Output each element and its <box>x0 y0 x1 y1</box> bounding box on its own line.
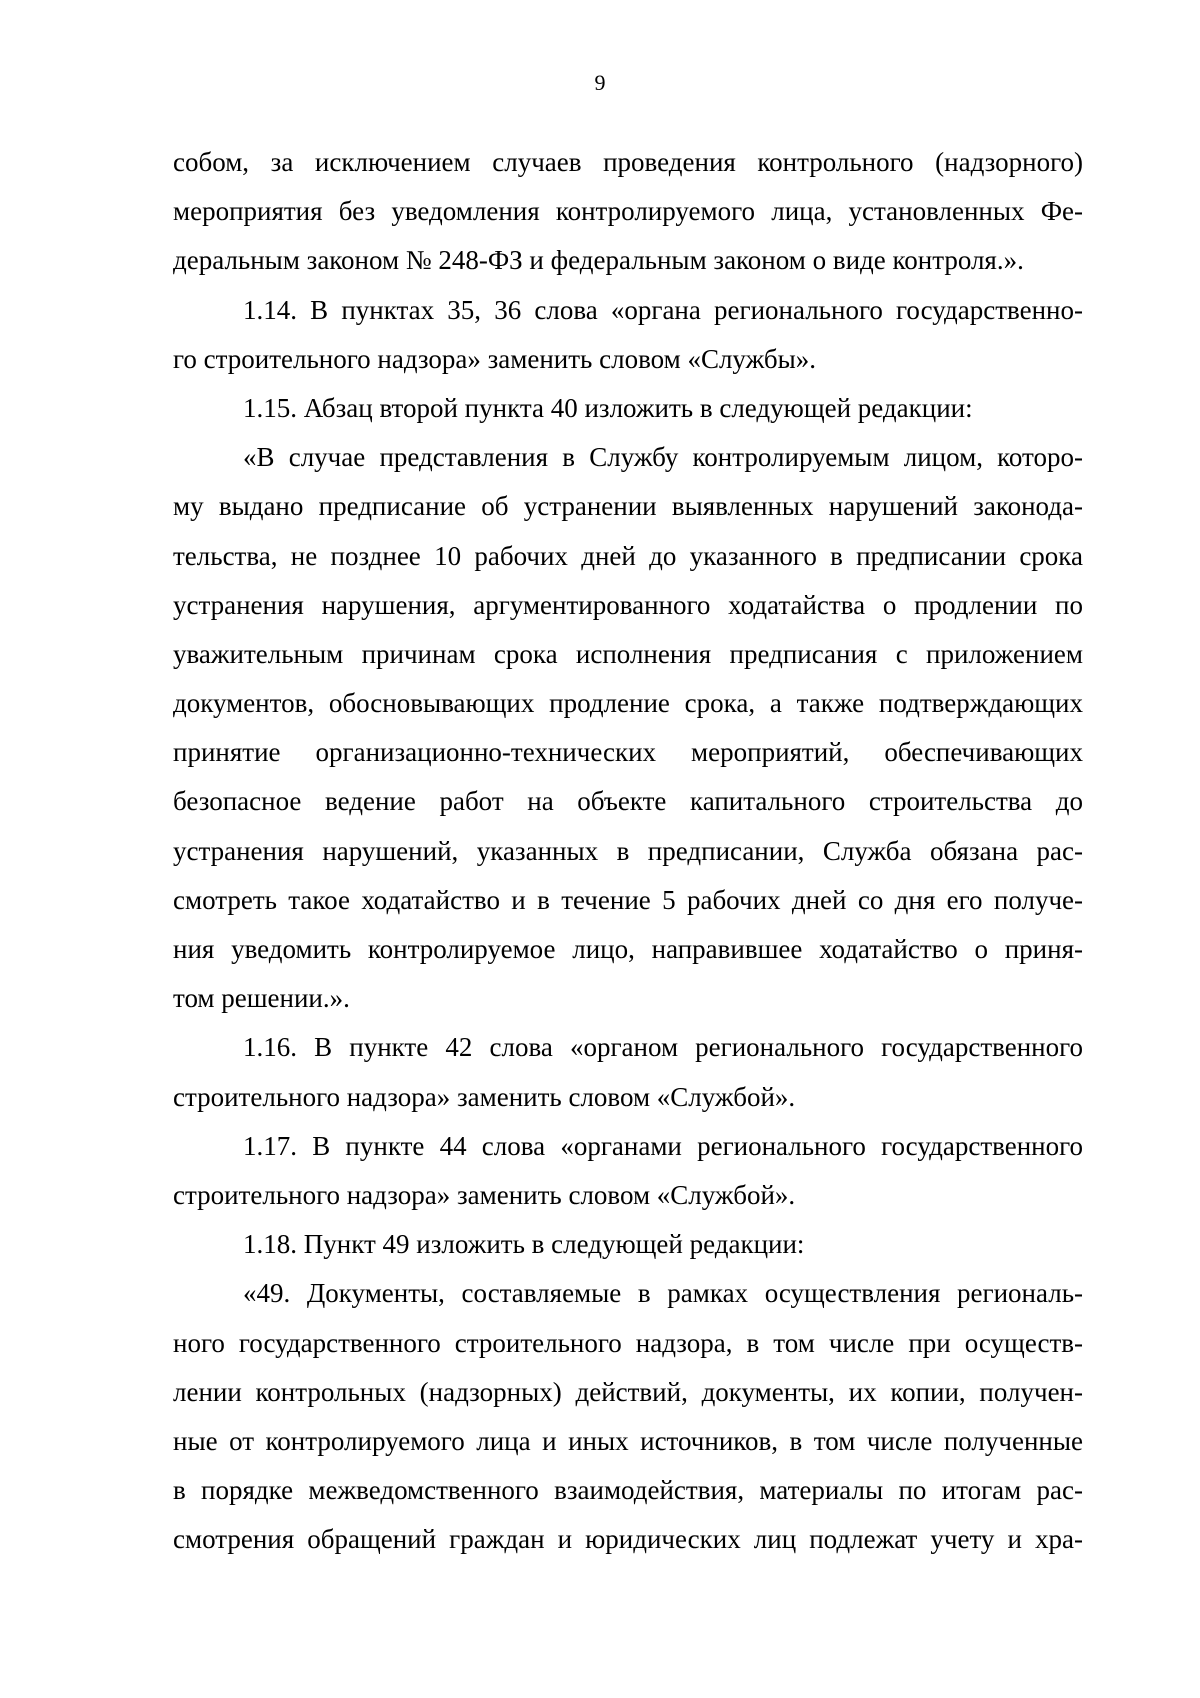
text-line: 1.14. В пунктах 35, 36 слова «органа регионального государственно- <box>243 294 1083 325</box>
text-line: документов, обосновывающих продление срока, а также подтверждающих <box>173 688 1083 719</box>
text-line: деральным законом № 248-ФЗ и федеральным законом о виде контроля.». <box>173 245 1024 276</box>
text-line: «В случае представления в Службу контролируемым лицом, которо- <box>243 442 1083 473</box>
text-line: том решении.». <box>173 983 350 1014</box>
document-body <box>173 138 1083 1564</box>
text-line: ного государственного строительного надзора, в том числе при осуществ- <box>173 1327 1083 1358</box>
text-line: ния уведомить контролируемое лицо, направившее ходатайство о приня- <box>173 934 1083 964</box>
text-line: смотрения обращений граждан и юридических лиц подлежат учету и хра- <box>173 1524 1083 1555</box>
text-line: лении контрольных (надзорных) действий, документы, их копии, получен- <box>173 1376 1083 1407</box>
text-line: 1.18. Пункт 49 изложить в следующей редакции: <box>243 1229 805 1260</box>
text-line: го строительного надзора» заменить словом «Службы». <box>173 343 817 374</box>
text-line: «49. Документы, составляемые в рамках осуществления региональ- <box>243 1278 1083 1309</box>
text-line: смотреть такое ходатайство и в течение 5 рабочих дней со дня его получе- <box>173 884 1083 915</box>
text-line: строительного надзора» заменить словом «Службой». <box>173 1179 796 1210</box>
text-line: 1.16. В пункте 42 слова «органом регионального государственного <box>243 1032 1083 1063</box>
text-line: ные от контролируемого лица и иных источников, в том числе полученные <box>173 1425 1083 1456</box>
text-line: му выдано предписание об устранении выявленных нарушений законода- <box>173 491 1083 522</box>
page-number: 9 <box>594 70 606 95</box>
text-line: тельства, не позднее 10 рабочих дней до указанного в предписании срока <box>173 540 1083 571</box>
text-line: уважительным причинам срока исполнения предписания с приложением <box>173 638 1083 669</box>
text-line: собом, за исключением случаев проведения контрольного (надзорного) <box>173 147 1083 177</box>
text-line: устранения нарушения, аргументированного ходатайства о продлении по <box>173 589 1083 620</box>
text-line: 1.17. В пункте 44 слова «органами регионального государственного <box>243 1130 1083 1161</box>
text-line: устранения нарушений, указанных в предписании, Служба обязана рас- <box>173 835 1083 866</box>
text-line: 1.15. Абзац второй пункта 40 изложить в следующей редакции: <box>243 392 973 423</box>
text-line: безопасное ведение работ на объекте капитального строительства до <box>173 786 1083 817</box>
text-line: принятие организационно-технических мероприятий, обеспечивающих <box>173 737 1083 768</box>
text-line: строительного надзора» заменить словом «Службой». <box>173 1081 796 1112</box>
text-line: мероприятия без уведомления контролируемого лица, установленных Фе- <box>173 196 1083 227</box>
text-line: в порядке межведомственного взаимодействия, материалы по итогам рас- <box>173 1475 1083 1506</box>
